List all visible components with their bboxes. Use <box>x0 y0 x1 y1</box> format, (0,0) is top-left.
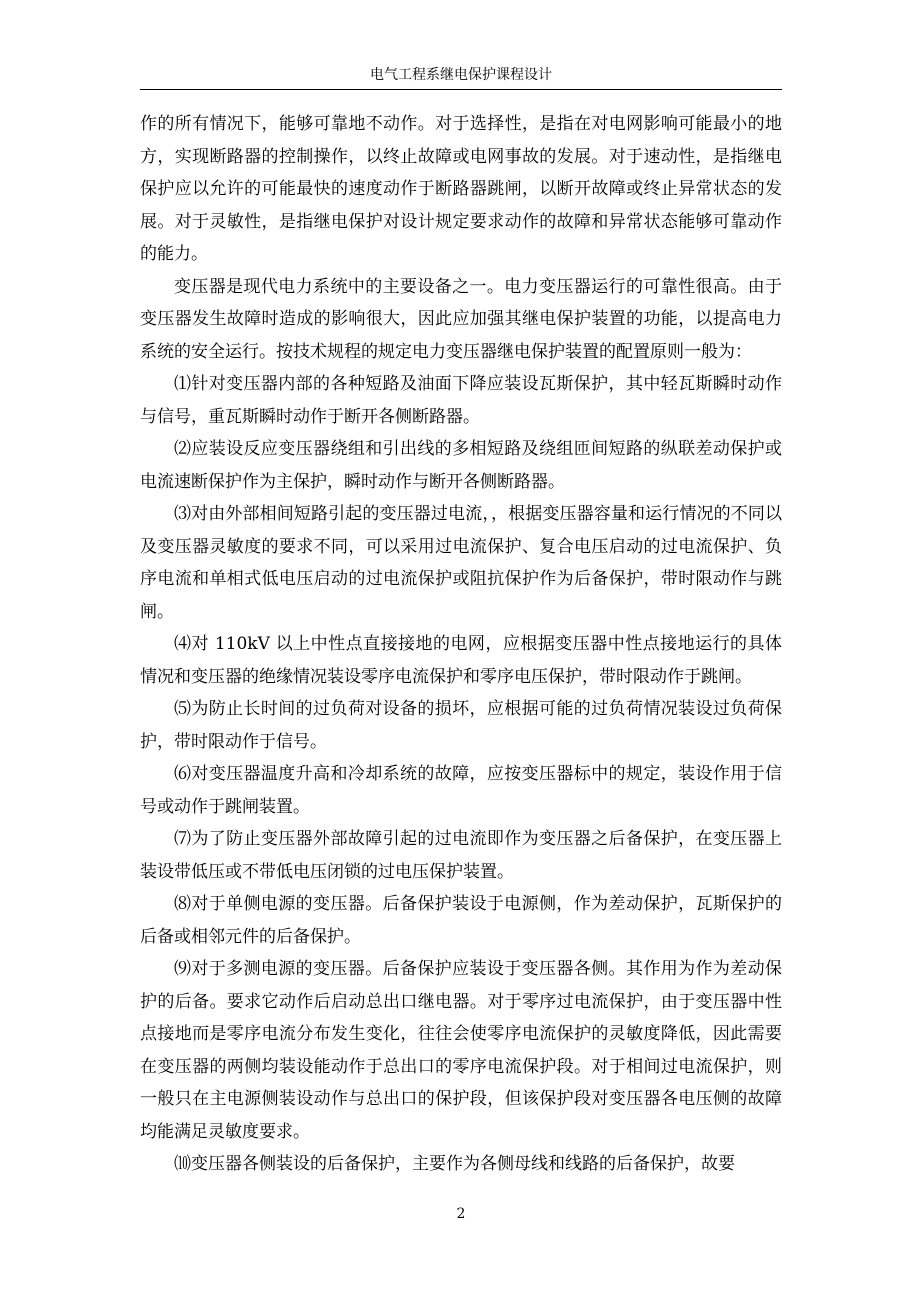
body-text <box>140 108 782 1181</box>
page-number: 2 <box>456 1206 466 1222</box>
paragraph: ⑷对 110kV 以上中性点直接接地的电网，应根据变压器中性点接地运行的具体情况和变压器的绝缘情况装设零序电流保护和零序电压保护，带时限动作于跳闸。 <box>140 634 782 687</box>
paragraph: ⑻对于单侧电源的变压器。后备保护装设于电源侧，作为差动保护，瓦斯保护的后备或相邻元件的后备保护。 <box>140 894 782 947</box>
running-header: 电气工程系继电保护课程设计 <box>370 67 552 83</box>
paragraph: ⑺为了防止变压器外部故障引起的过电流即作为变压器之后备保护，在变压器上装设带低压或不带低电压闭锁的过电压保护装置。 <box>140 829 782 882</box>
paragraph: ⑼对于多测电源的变压器。后备保护应装设于变压器各侧。其作用为作为差动保护的后备。要求它动作后启动总出口继电器。对于零序过电流保护，由于变压器中性点接地而是零序电流分布发生变化，往往会使零序电流保护的灵敏度降低，因此需要在变压器的两侧均装设能动作于总出口的零序电流保护段。对于相间过电流保护，则一般只在主电源侧装设动作与总出口的保护段，但该保护段对变压器各电压侧的故障均能满足灵敏度要求。 <box>140 959 782 1142</box>
paragraph: ⑸为防止长时间的过负荷对设备的损坏，应根据可能的过负荷情况装设过负荷保护，带时限动作于信号。 <box>140 699 782 752</box>
paragraph: 作的所有情况下，能够可靠地不动作。对于选择性，是指在对电网影响可能最小的地方，实现断路器的控制操作，以终止故障或电网事故的发展。对于速动性，是指继电保护应以允许的可能最快的速度动作于断路器跳闸，以断开故障或终止异常状态的发展。对于灵敏性，是指继电保护对设计规定要求动作的故障和异常状态能够可靠动作的能力。 <box>140 114 782 264</box>
paragraph: ⑵应装设反应变压器绕组和引出线的多相短路及绕组匝间短路的纵联差动保护或电流速断保护作为主保护，瞬时动作与断开各侧断路器。 <box>140 439 782 492</box>
header-divider <box>140 89 782 90</box>
paragraph: ⑽变压器各侧装设的后备保护，主要作为各侧母线和线路的后备保护，故要 <box>174 1154 735 1174</box>
paragraph: 变压器是现代电力系统中的主要设备之一。电力变压器运行的可靠性很高。由于变压器发生故障时造成的影响很大，因此应加强其继电保护装置的功能，以提高电力系统的安全运行。按技术规程的规定电力变压器继电保护装置的配置原则一般为： <box>140 276 782 362</box>
paragraph: ⑶对由外部相间短路引起的变压器过电流，，根据变压器容量和运行情况的不同以及变压器灵敏度的要求不同，可以采用过电流保护、复合电压启动的过电流保护、负序电流和单相式低电压启动的过电流保护或阻抗保护作为后备保护，带时限动作与跳闸。 <box>140 504 782 622</box>
paragraph: ⑹对变压器温度升高和冷却系统的故障，应按变压器标中的规定，装设作用于信号或动作于跳闸装置。 <box>140 764 782 817</box>
paragraph: ⑴针对变压器内部的各种短路及油面下降应装设瓦斯保护，其中轻瓦斯瞬时动作与信号，重瓦斯瞬时动作于断开各侧断路器。 <box>140 374 782 427</box>
